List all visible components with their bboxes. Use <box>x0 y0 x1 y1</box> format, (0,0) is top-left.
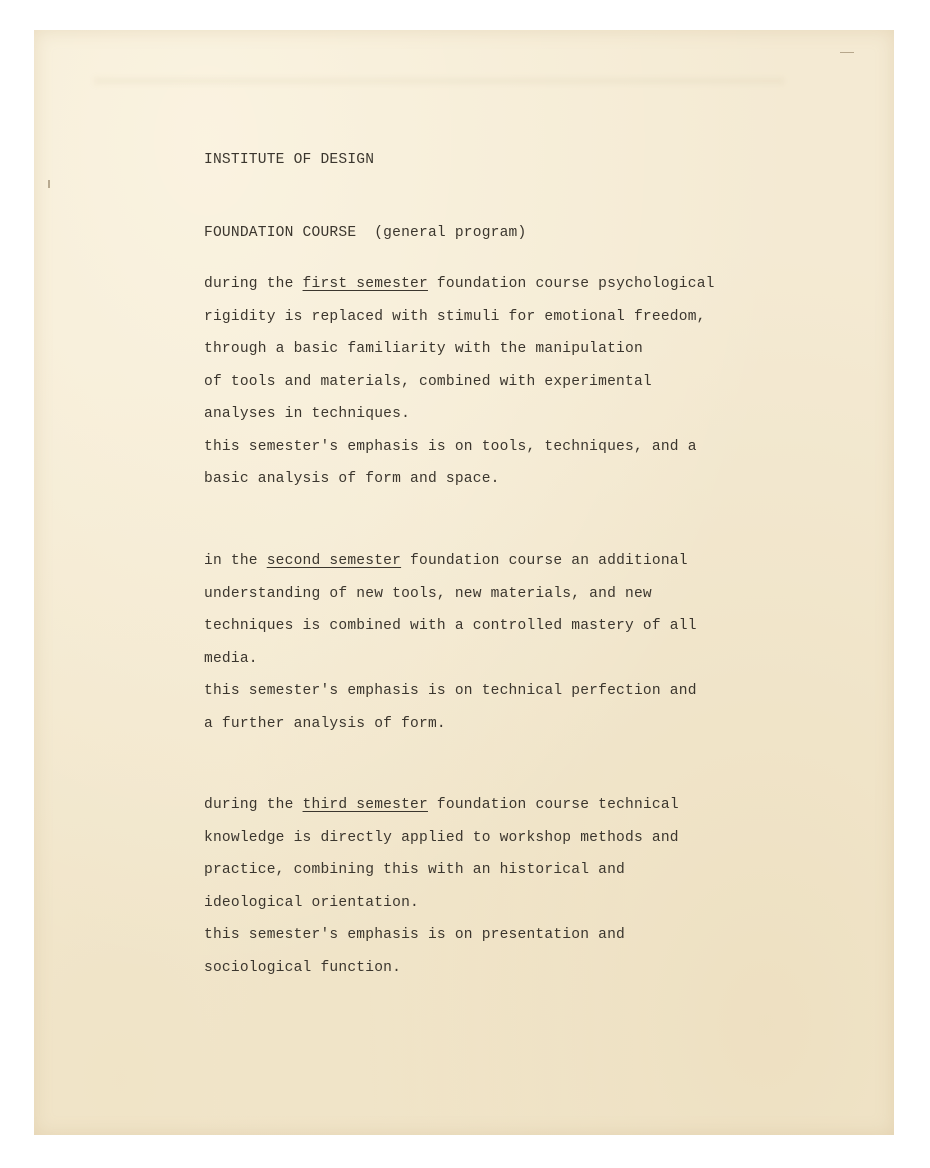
paper-mark <box>48 180 50 188</box>
faint-bleedthrough <box>94 78 784 84</box>
typed-line <box>204 925 625 945</box>
typed-line <box>204 893 419 913</box>
line-text: this semester's emphasis is on technical perfection and <box>204 683 697 699</box>
typed-line <box>204 795 679 815</box>
line-text: through a basic familiarity with the manipulation <box>204 341 643 357</box>
typed-line <box>204 681 697 701</box>
typed-line <box>204 469 500 489</box>
underlined-semester: second semester <box>266 553 402 569</box>
typed-line <box>204 307 706 327</box>
line-text: in the <box>204 553 267 569</box>
typed-line <box>204 828 679 848</box>
line-text: sociological function. <box>204 959 402 976</box>
typed-line <box>204 860 625 880</box>
institution-heading: INSTITUTE OF DESIGN <box>204 152 375 168</box>
line-text: foundation course psychological <box>427 276 715 292</box>
line-text: analyses in techniques. <box>204 406 411 422</box>
typed-line <box>204 584 652 604</box>
line-text: knowledge is directly applied to workshop methods and <box>204 829 679 846</box>
typed-line <box>204 649 258 669</box>
typed-line <box>204 274 715 294</box>
underlined-semester: third semester <box>302 797 428 813</box>
line-text: this semester's emphasis is on tools, techniques, and a <box>204 438 697 455</box>
line-text: foundation course technical <box>427 797 679 813</box>
line-text: understanding of new tools, new materials, and new <box>204 585 652 602</box>
typed-line <box>204 616 697 636</box>
line-text: a further analysis of form. <box>204 715 446 732</box>
paper-mark <box>840 52 854 53</box>
line-text: ideological orientation. <box>204 894 419 911</box>
typed-page <box>34 30 894 1135</box>
typed-line <box>204 372 652 392</box>
line-text: practice, combining this with an historical and <box>204 862 626 878</box>
line-text: this semester's emphasis is on presentation and <box>204 927 626 943</box>
line-text: of tools and materials, combined with experimental <box>204 373 652 390</box>
typed-line <box>204 551 688 571</box>
line-text: during the <box>204 797 303 813</box>
typed-line <box>204 714 446 734</box>
line-text: rigidity is replaced with stimuli for emotional freedom, <box>204 308 706 325</box>
line-text: during the <box>204 276 303 292</box>
underlined-semester: first semester <box>302 276 428 292</box>
course-title: FOUNDATION COURSE (general program) <box>204 225 527 241</box>
typed-text <box>204 0 715 976</box>
typed-line <box>204 404 410 424</box>
line-text: basic analysis of form and space. <box>204 471 500 487</box>
line-text: techniques is combined with a controlled mastery of all <box>204 618 697 634</box>
typed-line <box>204 958 401 978</box>
line-text: media. <box>204 650 258 667</box>
typed-line <box>204 339 643 359</box>
typed-line <box>204 437 697 457</box>
line-text: foundation course an additional <box>401 553 688 569</box>
